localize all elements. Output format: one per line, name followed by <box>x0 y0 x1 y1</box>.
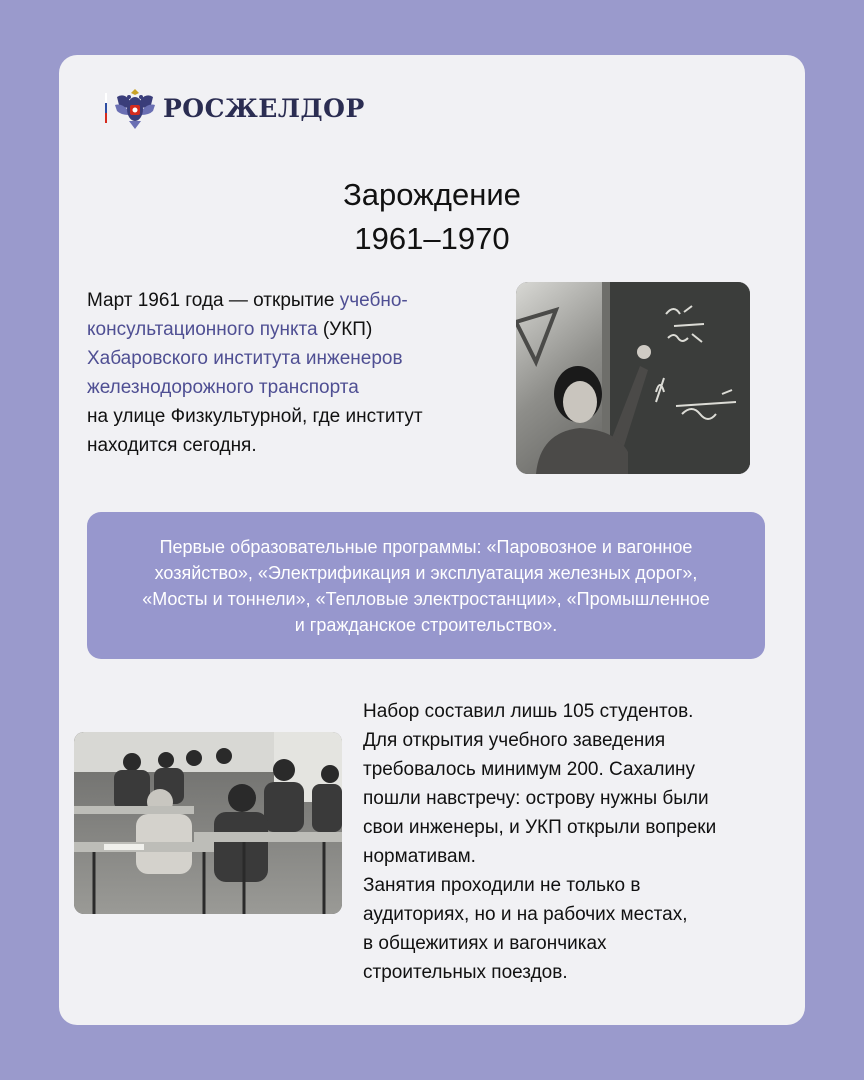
text-line: Для открытия учебного заведения <box>363 730 666 751</box>
teacher-at-blackboard-photo <box>516 282 750 474</box>
title-line: Зарождение <box>343 177 521 212</box>
page-title <box>59 173 805 261</box>
programs-banner <box>87 512 765 659</box>
text-line: свои инженеры, и УКП открыли вопреки <box>363 817 717 838</box>
text-line: Набор составил лишь 105 студентов. <box>363 701 694 722</box>
enrollment-paragraph <box>363 697 803 987</box>
highlighted-text: консультационного пункта <box>87 319 318 340</box>
text-line: хозяйство», «Электрификация и эксплуатация железных дорог», <box>154 562 698 583</box>
text-line: в общежитиях и вагончиках <box>363 933 607 954</box>
highlighted-text-line: железнодорожного транспорта <box>87 377 359 398</box>
text-line: Занятия проходили не только в <box>363 875 641 896</box>
text-line <box>87 286 507 315</box>
highlighted-text-line: Хабаровского института инженеров <box>87 348 403 369</box>
text-line: находится сегодня. <box>87 435 257 456</box>
text: Март 1961 года — открытие <box>87 290 340 311</box>
logo-text: РОСЖЕЛДОР <box>163 93 365 123</box>
text-line: Первые образовательные программы: «Паровозное и вагонное <box>159 536 693 557</box>
text-line: аудиториях, но и на рабочих местах, <box>363 904 688 925</box>
text-line: пошли навстречу: острову нужны были <box>363 788 709 809</box>
text-line <box>87 315 507 344</box>
programs-text <box>96 534 756 638</box>
title-years: 1961–1970 <box>354 221 510 256</box>
eagle-emblem-icon <box>113 85 157 131</box>
text-line: и гражданское строительство». <box>294 614 558 635</box>
russian-flag-icon <box>105 93 107 123</box>
text-line: строительных поездов. <box>363 962 568 983</box>
content-card <box>59 55 805 1025</box>
text-line: на улице Физкультурной, где институт <box>87 406 423 427</box>
students-in-classroom-photo <box>74 732 342 914</box>
rosgeldor-logo <box>105 85 365 131</box>
intro-paragraph <box>87 286 507 460</box>
text-line: требовалось минимум 200. Сахалину <box>363 759 696 780</box>
text-line: «Мосты и тоннели», «Тепловые электростанции», «Промышленное <box>142 588 710 609</box>
text: (УКП) <box>317 319 373 340</box>
text-line: нормативам. <box>363 846 476 867</box>
highlighted-text: учебно- <box>339 290 408 311</box>
